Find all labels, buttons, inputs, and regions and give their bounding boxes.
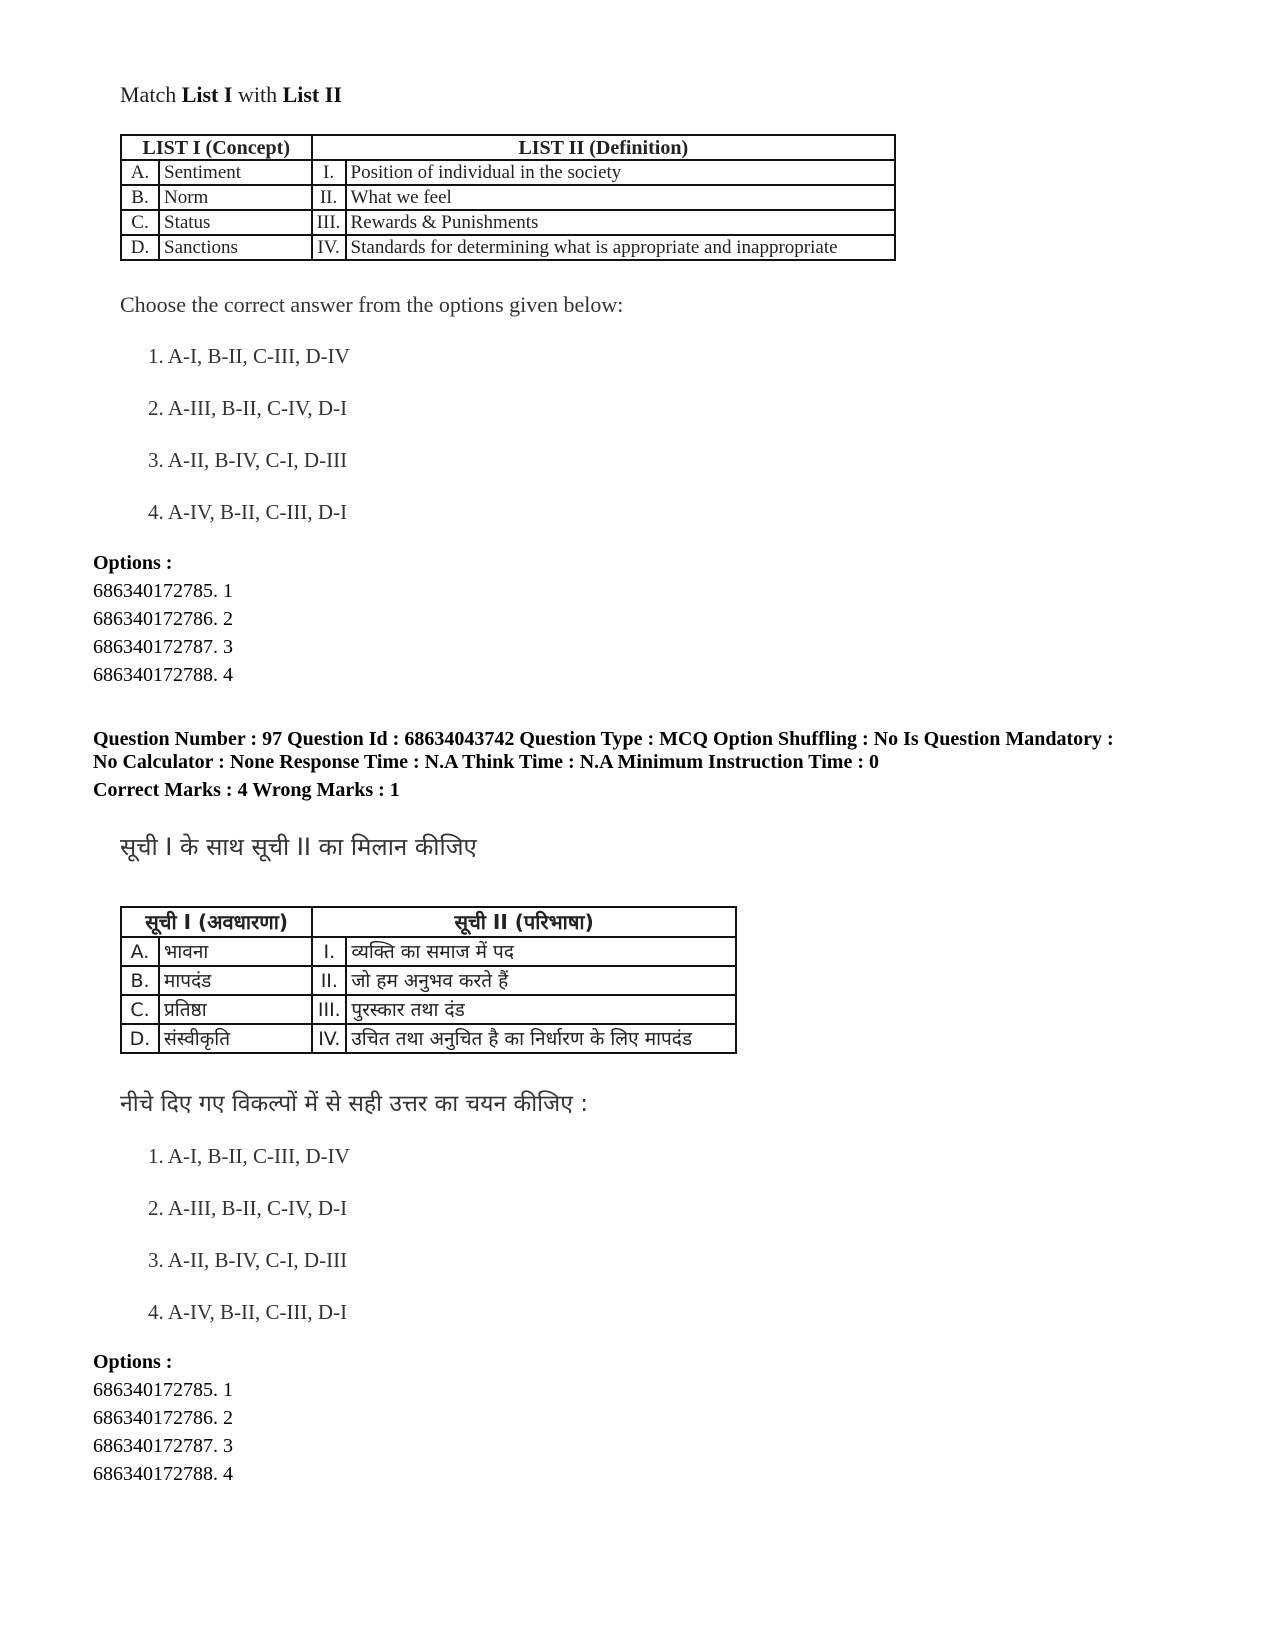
- row-definition: What we feel: [346, 185, 895, 210]
- answer-choice-2: 2. A-III, B-II, C-IV, D-I: [148, 1196, 348, 1220]
- options-heading: Options :: [93, 1351, 173, 1373]
- row-letter: C.: [121, 995, 159, 1024]
- option-line: 686340172785. 1: [93, 580, 233, 602]
- row-concept: भावना: [159, 937, 312, 966]
- row-definition: पुरस्कार तथा दंड: [346, 995, 736, 1024]
- answer-choice-4: 4. A-IV, B-II, C-III, D-I: [148, 500, 348, 524]
- table-row: [121, 995, 736, 1024]
- row-roman: III.: [312, 210, 346, 235]
- option-line: 686340172786. 2: [93, 608, 233, 630]
- answer-choice-3: 3. A-II, B-IV, C-I, D-III: [148, 448, 348, 472]
- row-definition: व्यक्ति का समाज में पद: [346, 937, 736, 966]
- question-meta-line-2: No Calculator : None Response Time : N.A Think Time : N.A Minimum Instruction Time : 0: [93, 751, 879, 773]
- row-definition: Standards for determining what is appropriate and inappropriate: [346, 235, 895, 260]
- option-line: 686340172787. 3: [93, 1435, 233, 1457]
- row-letter: D.: [121, 235, 159, 260]
- table-header-row: [121, 135, 895, 160]
- answer-choice-1: 1. A-I, B-II, C-III, D-IV: [148, 1144, 350, 1168]
- row-definition: जो हम अनुभव करते हैं: [346, 966, 736, 995]
- row-concept: Sanctions: [159, 235, 312, 260]
- table-row: [121, 966, 736, 995]
- question-marks-line: Correct Marks : 4 Wrong Marks : 1: [93, 779, 400, 801]
- table-row: [121, 210, 895, 235]
- row-concept: मापदंड: [159, 966, 312, 995]
- list2-header: LIST II (Definition): [312, 135, 895, 160]
- row-letter: A.: [121, 937, 159, 966]
- row-roman: III.: [312, 995, 346, 1024]
- row-concept: संस्वीकृति: [159, 1024, 312, 1053]
- list1-header: LIST I (Concept): [121, 135, 312, 160]
- question-title-hindi: सूची I के साथ सूची II का मिलान कीजिए: [120, 833, 477, 861]
- row-definition: Rewards & Punishments: [346, 210, 895, 235]
- answer-choice-4: 4. A-IV, B-II, C-III, D-I: [148, 1300, 348, 1324]
- option-line: 686340172787. 3: [93, 636, 233, 658]
- row-roman: I.: [312, 937, 346, 966]
- row-letter: D.: [121, 1024, 159, 1053]
- row-roman: I.: [312, 160, 346, 185]
- row-roman: II.: [312, 966, 346, 995]
- row-letter: B.: [121, 966, 159, 995]
- option-line: 686340172786. 2: [93, 1407, 233, 1429]
- option-line: 686340172785. 1: [93, 1379, 233, 1401]
- match-table-hindi: [120, 906, 737, 1054]
- table-row: [121, 1024, 736, 1053]
- table-row: [121, 185, 895, 210]
- list1-header: सूची I (अवधारणा): [121, 907, 312, 937]
- option-line: 686340172788. 4: [93, 664, 233, 686]
- table-row: [121, 235, 895, 260]
- options-heading: Options :: [93, 552, 173, 574]
- choose-instruction-english: Choose the correct answer from the options given below:: [120, 292, 624, 317]
- row-definition: Position of individual in the society: [346, 160, 895, 185]
- row-concept: Status: [159, 210, 312, 235]
- answer-choice-3: 3. A-II, B-IV, C-I, D-III: [148, 1248, 348, 1272]
- row-letter: B.: [121, 185, 159, 210]
- row-letter: A.: [121, 160, 159, 185]
- row-roman: II.: [312, 185, 346, 210]
- table-row: [121, 160, 895, 185]
- answer-choice-2: 2. A-III, B-II, C-IV, D-I: [148, 396, 348, 420]
- row-roman: IV.: [312, 235, 346, 260]
- row-roman: IV.: [312, 1024, 346, 1053]
- row-definition: उचित तथा अनुचित है का निर्धारण के लिए मापदंड: [346, 1024, 736, 1053]
- row-concept: Sentiment: [159, 160, 312, 185]
- answer-choice-1: 1. A-I, B-II, C-III, D-IV: [148, 344, 350, 368]
- choose-instruction-hindi: नीचे दिए गए विकल्पों में से सही उत्तर का चयन कीजिए :: [120, 1091, 588, 1117]
- question-title-english: Match List I with List II: [120, 82, 342, 107]
- table-row: [121, 937, 736, 966]
- option-line: 686340172788. 4: [93, 1463, 233, 1485]
- table-header-row: [121, 907, 736, 937]
- question-meta-line-1: Question Number : 97 Question Id : 68634043742 Question Type : MCQ Option Shuffling : No Is Question Mandatory :: [93, 728, 1114, 750]
- row-concept: प्रतिष्ठा: [159, 995, 312, 1024]
- row-concept: Norm: [159, 185, 312, 210]
- match-table-english: [120, 134, 896, 261]
- list2-header: सूची II (परिभाषा): [312, 907, 736, 937]
- row-letter: C.: [121, 210, 159, 235]
